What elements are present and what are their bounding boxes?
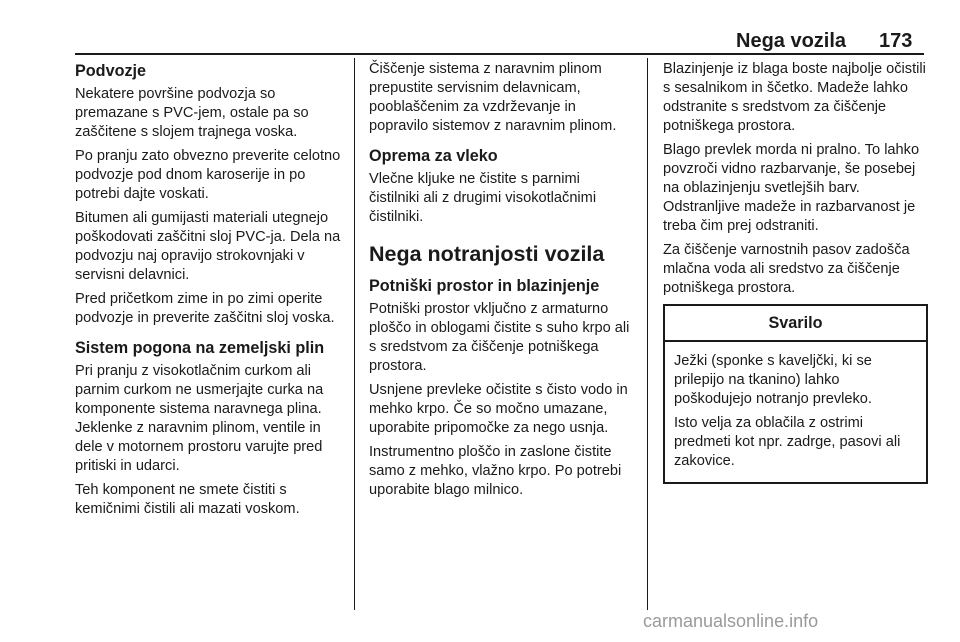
column-3 <box>663 60 928 484</box>
watermark: carmanualsonline.info <box>643 611 819 631</box>
heading-passenger-compartment: Potniški prostor in blazinjenje <box>369 277 600 295</box>
column-divider-1 <box>354 58 355 610</box>
column-1 <box>75 60 341 524</box>
paragraph: Nekatere površine podvozja so premazane s PVC-jem, ostale pa so zaščitene s slojem trajnega voska. <box>75 86 309 140</box>
header-divider <box>75 53 924 55</box>
paragraph: Isto velja za oblačila z ostrimi predmeti kot npr. zadrge, pasovi ali zakovice. <box>674 415 901 469</box>
paragraph: Čiščenje sistema z naravnim plinom prepustite servisnim delavnicam, pooblaščenim za vzdrževanje in popravilo sistemov z naravnim plinom. <box>369 61 617 134</box>
paragraph: Blazinjenje iz blaga boste najbolje očistili s sesalnikom in ščetko. Madeže lahko odstranite s sredstvom za čiščenje potniškega prostora. <box>663 61 926 134</box>
column-divider-2 <box>647 58 648 610</box>
paragraph: Vlečne kljuke ne čistite s parnimi čistilniki ali z drugimi visokotlačnimi čistilniki. <box>369 171 597 225</box>
heading-podvozje: Podvozje <box>75 62 147 80</box>
paragraph: Ježki (sponke s kaveljčki, ki se prilepijo na tkanino) lahko poškodujejo notranjo prevleko. <box>674 353 872 407</box>
paragraph: Pri pranju z visokotlačnim curkom ali parnim curkom ne usmerjajte curka na komponente sistema naravnega plina. Jeklenke z naravnim plinom, ventile in dele v motornem prostoru varujte pred pritiski in udarci. <box>75 363 324 474</box>
paragraph: Potniški prostor vključno z armaturno ploščo in oblogami čistite s suho krpo ali s sredstvom za čiščenje potniškega prostora. <box>369 301 630 374</box>
column-2 <box>369 60 634 505</box>
paragraph: Za čiščenje varnostnih pasov zadošča mlačna voda ali sredstvo za čiščenje potniškega prostora. <box>663 242 910 296</box>
warning-body <box>665 342 926 482</box>
page-header-title: Nega vozila <box>736 30 847 52</box>
warning-title: Svarilo <box>665 306 926 342</box>
paragraph: Instrumentno ploščo in zaslone čistite samo z mehko, vlažno krpo. Po potrebi uporabite blago milnico. <box>369 444 622 498</box>
heading-towing: Oprema za vleko <box>369 147 498 165</box>
paragraph: Teh komponent ne smete čistiti s kemičnimi čistili ali mazati voskom. <box>75 482 300 517</box>
paragraph: Po pranju zato obvezno preverite celotno podvozje pod dnom karoserije in po potrebi dajte voskati. <box>75 148 341 202</box>
paragraph: Pred pričetkom zime in po zimi operite podvozje in preverite zaščitni sloj voska. <box>75 291 335 326</box>
paragraph: Usnjene prevleke očistite s čisto vodo in mehko krpo. Če so močno umazane, uporabite pripomočke za nego usnja. <box>369 382 628 436</box>
paragraph: Bitumen ali gumijasti materiali utegnejo poškodovati zaščitni sloj PVC-ja. Dela na podvozju naj opravijo strokovnjaki v servisni delavnici. <box>75 210 341 283</box>
heading-interior-care: Nega notranjosti vozila <box>369 242 605 266</box>
heading-natural-gas: Sistem pogona na zemeljski plin <box>75 339 325 357</box>
warning-box <box>663 304 928 484</box>
paragraph: Blago prevlek morda ni pralno. To lahko povzroči vidno razbarvanje, še posebej na oblazinjenju svetlejših barv. Odstranljive madeže in razbarvanost je treba čim prej odstraniti. <box>663 142 920 234</box>
page-number: 173 <box>879 30 913 52</box>
